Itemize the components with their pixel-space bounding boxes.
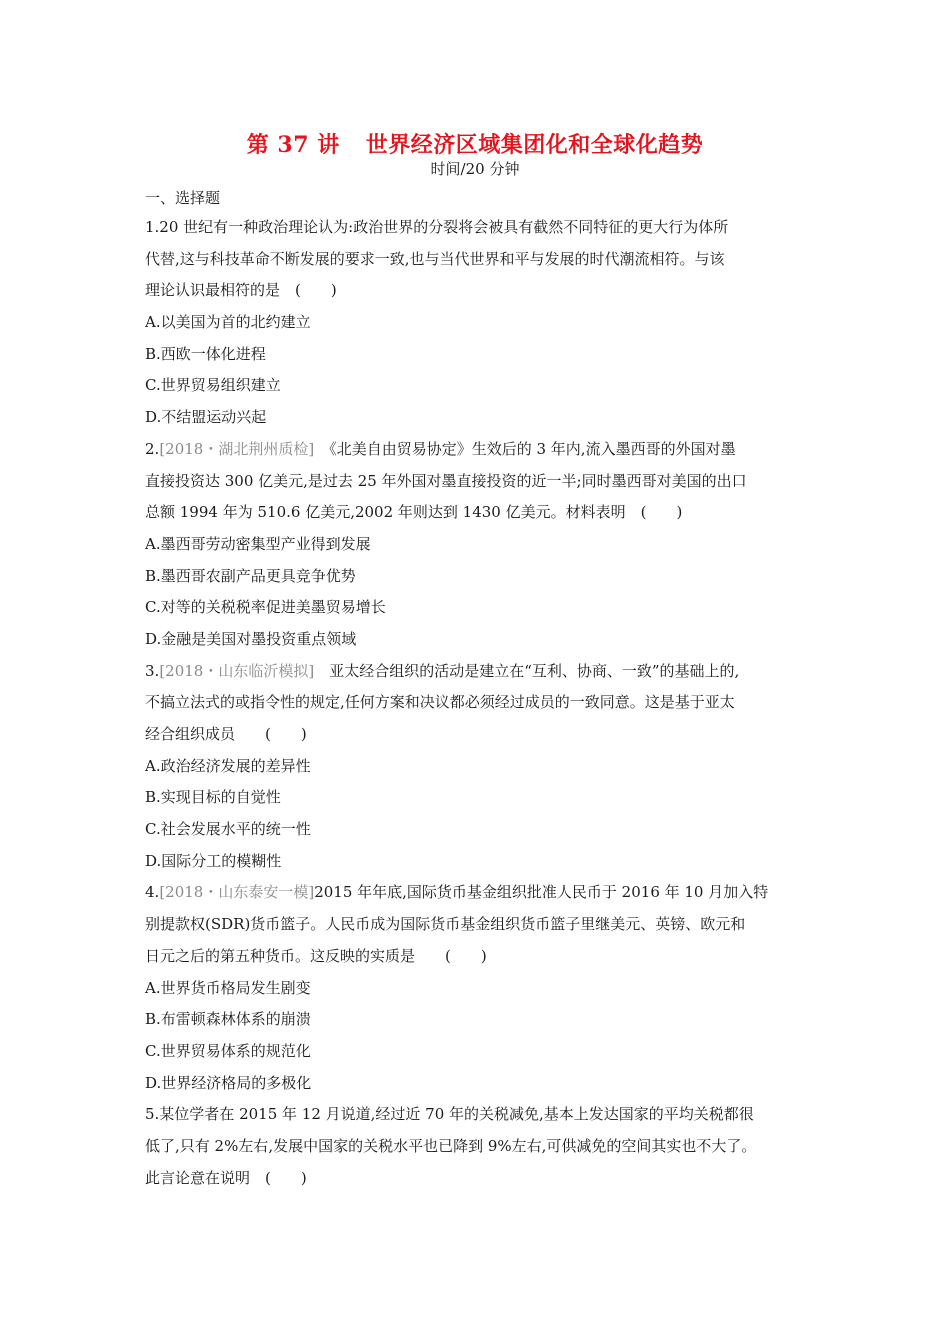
question-stem-line: 别提款权(SDR)货币篮子。人民币成为国际货币基金组织货币篮子里继美元、英镑、欧元和 [145,915,746,934]
option-c: C.对等的关税税率促进美墨贸易增长 [145,598,386,617]
option-c: C.世界贸易体系的规范化 [145,1041,311,1060]
option-a: A.以美国为首的北约建立 [145,313,311,332]
question-stem-line: 低了,只有 2%左右,发展中国家的关税水平也已降到 9%左右,可供减免的空间其实也不大了。 [145,1136,757,1155]
source-tag: [2018・湖北荆州质检] [159,439,315,458]
source-tag: [2018・山东泰安一模] [159,883,315,902]
question-stem-line: 理论认识最相符的是 ( ) [145,281,337,300]
option-d: D.不结盟运动兴起 [145,408,267,427]
option-a: A.政治经济发展的差异性 [145,756,311,775]
lecture-title: 世界经济区域集团化和全球化趋势 [365,132,704,158]
question-number: 4. [145,883,160,902]
question-2 [145,434,810,656]
option-b: B.西欧一体化进程 [145,344,266,363]
question-stem-line: 4.[2018・山东泰安一模]2015 年年底,国际货币基金组织批准人民币于 2016 年 10 月加入特 [145,883,769,902]
question-stem-line: 1.20 世纪有一种政治理论认为:政治世界的分裂将会被具有截然不同特征的更大行为体所 [145,218,729,236]
question-stem-line: 经合组织成员 ( ) [145,725,307,743]
question-stem-line: 日元之后的第五种货币。这反映的实质是 ( ) [145,946,487,965]
question-number: 3. [145,661,160,680]
lecture-number: 第 37 讲 [246,132,340,158]
option-b: B.墨西哥农副产品更具竞争优势 [145,566,356,585]
option-d: D.世界经济格局的多极化 [145,1073,312,1092]
option-d: D.金融是美国对墨投资重点领域 [145,629,357,648]
question-5 [145,1099,810,1194]
source-tag: [2018・山东临沂模拟] [159,661,315,680]
question-3 [145,656,810,878]
option-a: A.墨西哥劳动密集型产业得到发展 [145,534,371,553]
question-stem-line: 代替,这与科技革命不断发展的要求一致,也与当代世界和平与发展的时代潮流相符。与该 [145,249,725,268]
option-b: B.实现目标的自觉性 [145,788,281,807]
question-stem-line: 2.[2018・湖北荆州质检] 《北美自由贸易协定》生效后的 3 年内,流入墨西哥的外国对墨 [145,439,736,458]
option-d: D.国际分工的模糊性 [145,851,282,870]
option-c: C.社会发展水平的统一性 [145,820,311,839]
option-c: C.世界贸易组织建立 [145,376,281,395]
question-stem-line: 此言论意在说明 ( ) [145,1168,307,1187]
option-b: B.布雷顿森林体系的崩溃 [145,1010,311,1029]
option-a: A.世界货币格局发生剧变 [145,978,311,997]
question-stem-line: 3.[2018・山东临沂模拟] 亚太经合组织的活动是建立在“互利、协商、一致”的基础上的, [145,661,740,680]
section-heading: 一、选择题 [145,189,221,207]
time-limit: 时间/20 分钟 [430,160,520,178]
question-4 [145,877,810,1099]
question-number: 2. [145,439,160,458]
question-stem-line: 5.某位学者在 2015 年 12 月说道,经过近 70 年的关税减免,基本上发达国家的平均关税都很 [145,1105,754,1124]
question-stem-line: 不搞立法式的或指令性的规定,任何方案和决议都必须经过成员的一致同意。这是基于亚太 [145,693,735,712]
question-1 [145,212,810,434]
question-stem-line: 总额 1994 年为 510.6 亿美元,2002 年则达到 1430 亿美元。材料表明 ( ) [145,503,683,522]
page-title [0,128,950,159]
question-stem-line: 直接投资达 300 亿美元,是过去 25 年外国对墨直接投资的近一半;同时墨西哥对美国的出口 [145,471,747,490]
question-list [145,212,810,1194]
